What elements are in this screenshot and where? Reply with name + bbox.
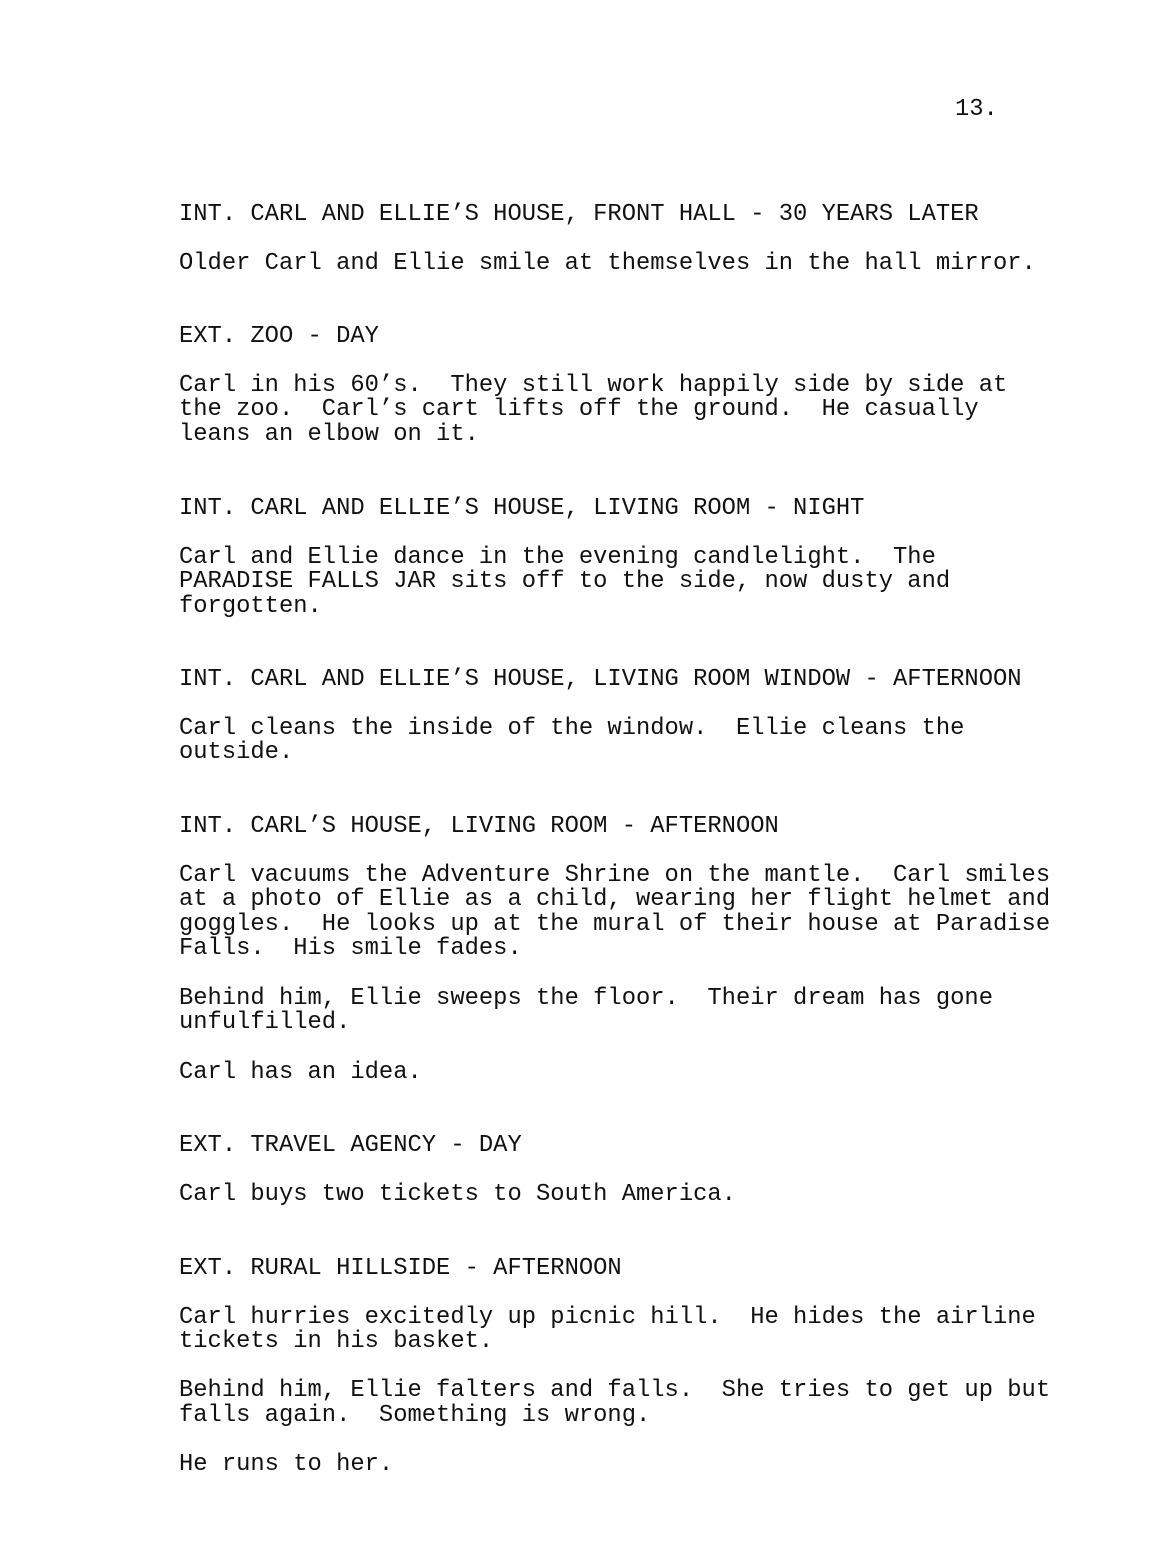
action-line: Carl buys two tickets to South America. [179,1181,736,1208]
action-line: Carl vacuums the Adventure Shrine on the mantle. Carl smiles [179,862,1051,889]
scene-heading: INT. CARL’S HOUSE, LIVING ROOM - AFTERNOON [179,813,779,840]
action-line: falls again. Something is wrong. [179,1402,651,1429]
action-line: goggles. He looks up at the mural of their house at Paradise [179,911,1051,938]
action-line: Carl cleans the inside of the window. Ellie cleans the [179,715,965,742]
scene-heading: EXT. ZOO - DAY [179,323,379,350]
action-line: Carl in his 60’s. They still work happily side by side at [179,372,1008,399]
action-line: Falls. His smile fades. [179,935,522,962]
action-line: He runs to her. [179,1451,394,1478]
action-line: Behind him, Ellie falters and falls. She tries to get up but [179,1377,1051,1404]
action-line: outside. [179,739,294,766]
action-line: Behind him, Ellie sweeps the floor. Their dream has gone [179,985,993,1012]
action-line: Carl and Ellie dance in the evening candlelight. The [179,544,936,571]
action-line: leans an elbow on it. [179,421,479,448]
action-line: PARADISE FALLS JAR sits off to the side, now dusty and [179,568,951,595]
scene-heading: INT. CARL AND ELLIE’S HOUSE, FRONT HALL - 30 YEARS LATER [179,201,979,228]
scene-heading: INT. CARL AND ELLIE’S HOUSE, LIVING ROOM WINDOW - AFTERNOON [179,666,1022,693]
action-line: Carl has an idea. [179,1059,422,1086]
scene-heading: EXT. RURAL HILLSIDE - AFTERNOON [179,1255,622,1282]
action-line: unfulfilled. [179,1009,351,1036]
action-line: Older Carl and Ellie smile at themselves in the hall mirror. [179,250,1036,277]
page-number: 13. [955,96,998,123]
scene-heading: INT. CARL AND ELLIE’S HOUSE, LIVING ROOM - NIGHT [179,495,865,522]
action-line: tickets in his basket. [179,1328,494,1355]
action-line: forgotten. [179,593,322,620]
scene-heading: EXT. TRAVEL AGENCY - DAY [179,1132,522,1159]
action-line: Carl hurries excitedly up picnic hill. He hides the airline [179,1304,1036,1331]
action-line: at a photo of Ellie as a child, wearing her flight helmet and [179,886,1051,913]
action-line: the zoo. Carl’s cart lifts off the ground. He casually [179,396,979,423]
